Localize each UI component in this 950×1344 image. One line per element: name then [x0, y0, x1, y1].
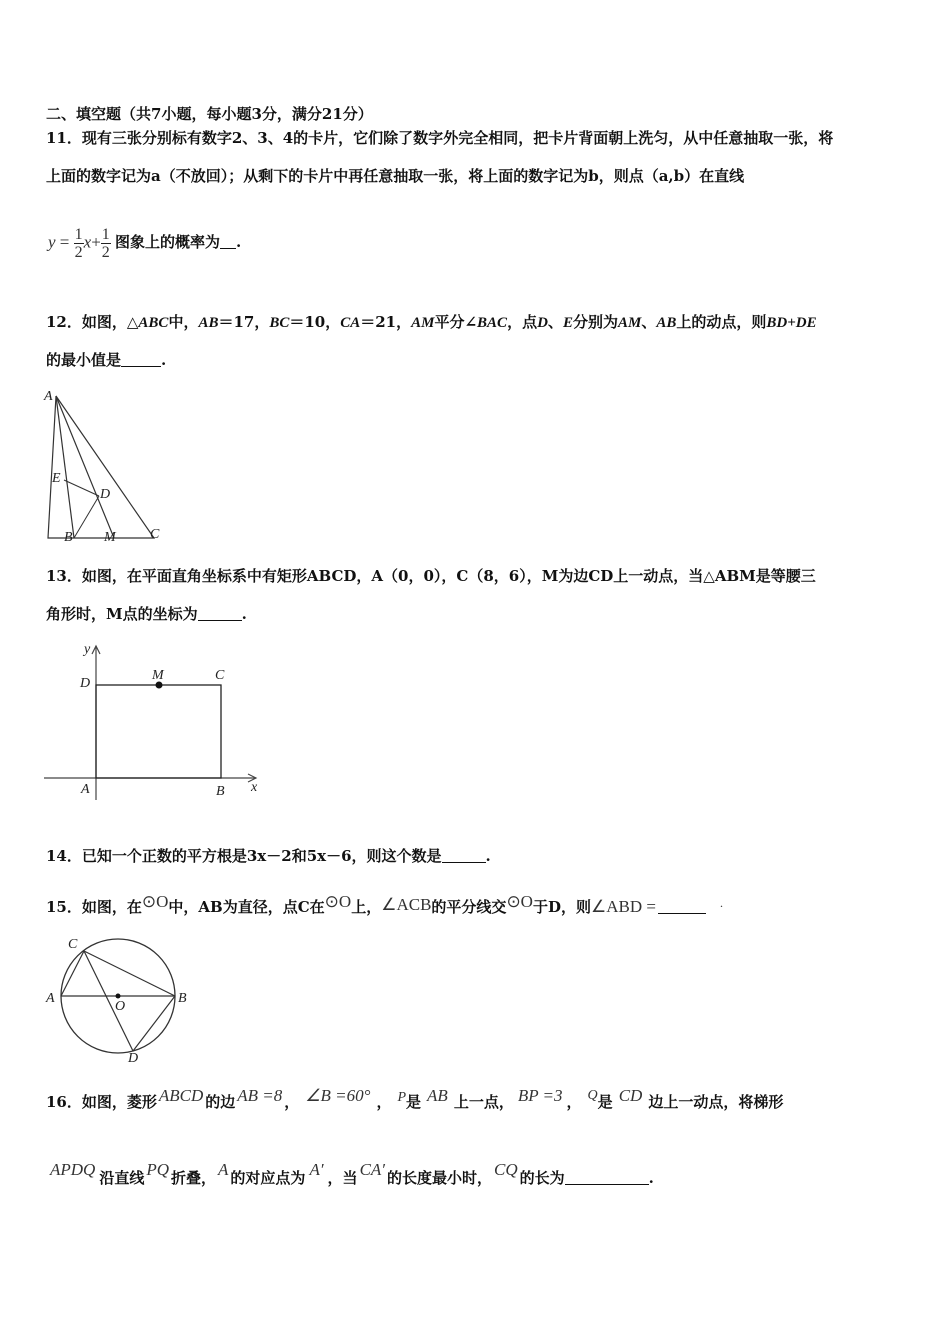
q13-label-x: x [251, 780, 258, 795]
q16-p: P [397, 1090, 407, 1105]
q16-t12: 的长为 [519, 1169, 565, 1187]
eq-frac1-num: 1 [74, 226, 83, 243]
eq-frac2-num: 1 [101, 226, 110, 243]
q15-end: . [719, 896, 723, 910]
q12-t9: 、 [641, 313, 657, 331]
eq-frac1-den: 2 [74, 244, 83, 261]
q12-t8: 分别为 [572, 313, 618, 331]
q12-end: . [161, 351, 167, 369]
q16-answer-blank[interactable] [565, 1169, 649, 1185]
q12-bc: BC [269, 315, 290, 331]
q15-chord-cd [84, 951, 133, 1051]
eq-equals: = [59, 232, 70, 252]
q16-comma-1: ， [284, 1093, 300, 1111]
q16-t9: 的对应点为 [230, 1169, 306, 1187]
q16-comma-2: ， [376, 1093, 392, 1111]
q13-line2 [46, 604, 247, 624]
q15-angle-acb: ∠ACB [381, 895, 432, 914]
q16-a-prime: A′ [309, 1160, 324, 1179]
q12-t3: ＝10， [289, 313, 341, 331]
q13-label-a: A [81, 782, 90, 797]
q12-t4: ＝21， [360, 313, 412, 331]
q12-line1 [46, 312, 817, 333]
eq-plus: + [91, 232, 101, 252]
q16-t1: 16．如图，菱形 [46, 1093, 157, 1111]
q13-line1: 13．如图，在平面直角坐标系中有矩形ABCD，A（0，0），C（8，6），M为边CD上一动点，当△ABM是等腰三 [46, 567, 816, 585]
q16-t11: 的长度最小时， [387, 1169, 493, 1187]
q11-line1: 11．现有三张分别标有数字2、3、4的卡片，它们除了数字外完全相同，把卡片背面朝上洗匀，从中任意抽取一张，将 [46, 129, 834, 147]
q12-abc: ABC [138, 315, 169, 331]
section-title: 二、填空题（共7小题，每小题3分，满分21分） [46, 105, 373, 123]
q15-label-b: B [178, 991, 187, 1006]
q16-bp-eq-3: BP =3 [517, 1086, 563, 1105]
q12-ab: AB [198, 315, 219, 331]
q15-label-a: A [46, 991, 55, 1006]
q16-apdq: APDQ [50, 1160, 96, 1179]
q12-prefix: 12．如图，△ [46, 313, 139, 331]
q12-label-d: D [100, 487, 111, 502]
q15-t3: 上， [351, 898, 382, 916]
q12-t1: 中， [168, 313, 199, 331]
q16-t7: 沿直线 [99, 1169, 145, 1187]
q11-end: . [236, 233, 242, 252]
q15-label-o: O [115, 999, 126, 1014]
q16-q: Q [587, 1088, 598, 1103]
q12-figure [44, 388, 164, 546]
q16-ca-prime: CA′ [359, 1160, 386, 1179]
q15-center-dot [116, 994, 121, 999]
q15-t4: 的平分线交 [431, 898, 507, 916]
q16-line2 [50, 1160, 654, 1188]
q15-angle-abd: ∠ABD = [590, 897, 656, 916]
q16-t4: 上一点， [453, 1093, 514, 1111]
eq-frac2-den: 2 [101, 244, 110, 261]
q16-angle-b-60: ∠B =60° [305, 1086, 371, 1105]
q12-ab2: AB [656, 315, 677, 331]
q12-t2: ＝17， [218, 313, 270, 331]
q15-figure [44, 930, 194, 1065]
q12-line2-text: 的最小值是 [46, 351, 122, 369]
q14-text: 14．已知一个正数的平方根是3x－2和5x－6，则这个数是 [46, 847, 442, 865]
q12-e: E [562, 315, 573, 331]
q12-t10: 上的动点，则 [676, 313, 767, 331]
q12-bdde: BD+DE [766, 315, 817, 331]
q16-ab: AB [427, 1086, 448, 1105]
q12-label-a: A [44, 389, 53, 404]
q15-t5: 于D，则 [532, 898, 591, 916]
q12-t5: 平分∠ [434, 313, 478, 331]
q16-t10: ，当 [327, 1169, 358, 1187]
q12-answer-blank[interactable] [121, 351, 161, 367]
q12-label-c: C [150, 527, 160, 542]
eq-fraction-2 [101, 226, 111, 261]
q12-line-bd [74, 496, 99, 538]
q13-end: . [241, 605, 247, 623]
q16-line1 [46, 1086, 783, 1112]
q15-label-c: C [68, 937, 78, 952]
q11-line2: 上面的数字记为a（不放回）；从剩下的卡片中再任意抽取一张，将上面的数字记为b，则点（a,b）在直线 [46, 167, 745, 185]
q15-line [46, 892, 723, 917]
q16-abcd: ABCD [158, 1086, 204, 1105]
q16-t5: 是 [597, 1093, 613, 1111]
q11-tail [115, 233, 241, 251]
q13-label-c: C [215, 668, 225, 683]
q14-line [46, 846, 491, 866]
q12-t6: ，点 [507, 313, 538, 331]
q16-t3: 是 [406, 1093, 422, 1111]
q16-end: . [648, 1169, 654, 1187]
q15-chord-cb [84, 951, 175, 996]
q12-bac: BAC [477, 315, 508, 331]
q12-label-e: E [52, 471, 61, 486]
q16-pq: PQ [146, 1160, 170, 1179]
q16-t2: 的边 [205, 1093, 236, 1111]
q13-label-m: M [152, 668, 164, 683]
q11-answer-blank[interactable] [220, 233, 236, 249]
q15-chord-db [133, 996, 175, 1051]
eq-y: y [48, 232, 56, 252]
q12-am2: AM [617, 315, 642, 331]
q15-circle-o-2: ⊙O [324, 892, 352, 911]
q16-a: A [218, 1160, 229, 1179]
q11-equation [48, 226, 241, 261]
q13-label-d: D [80, 676, 91, 691]
q12-outline [48, 396, 154, 538]
q16-t8: 折叠， [171, 1169, 217, 1187]
eq-x: x [83, 232, 92, 252]
q13-label-y: y [84, 642, 91, 657]
q15-chord-ac [61, 951, 84, 996]
eq-fraction-1 [74, 226, 84, 261]
q12-t7: 、 [547, 313, 563, 331]
q14-answer-blank[interactable] [442, 847, 486, 863]
q13-label-b: B [216, 784, 225, 799]
q16-comma-3: ， [566, 1093, 582, 1111]
q16-ab-eq-8: AB =8 [237, 1086, 283, 1105]
q16-t6: 边上一动点，将梯形 [648, 1093, 784, 1111]
q11-tail-text: 图象上的概率为 [115, 233, 221, 252]
q16-cd: CD [618, 1086, 643, 1105]
q14-end: . [485, 847, 491, 865]
q12-label-b: B [64, 530, 73, 545]
q13-line2-text: 角形时，M点的坐标为 [46, 605, 198, 623]
q12-d: D [537, 315, 548, 331]
q12-am: AM [411, 315, 435, 331]
q15-circle-o-3: ⊙O [506, 892, 533, 911]
q12-ca: CA [340, 315, 361, 331]
q15-answer-blank[interactable] [658, 898, 706, 914]
q15-t1: 15．如图，在 [46, 898, 142, 916]
q16-cq: CQ [494, 1160, 518, 1179]
q13-figure [44, 640, 269, 805]
q13-answer-blank[interactable] [198, 605, 242, 621]
q15-label-d: D [128, 1051, 139, 1066]
q12-line2 [46, 350, 166, 370]
q12-label-m: M [104, 530, 116, 545]
q15-t2: 中，AB为直径，点C在 [168, 898, 325, 916]
q15-circle-o-1: ⊙O [141, 892, 169, 911]
q13-rectangle [96, 685, 221, 778]
